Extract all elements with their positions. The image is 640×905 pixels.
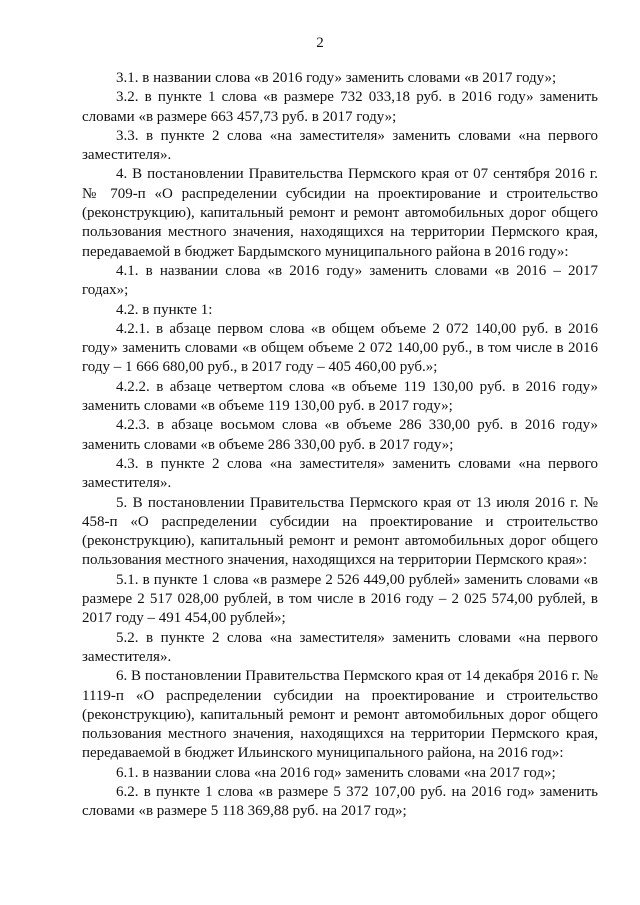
paragraph-3-3: 3.3. в пункте 2 слова «на заместителя» заменить словами «на первого заместителя». [82,127,598,164]
paragraph-5-1: 5.1. в пункте 1 слова «в размере 2 526 449,00 рублей» заменить словами «в размере 2 517 028,00 рублей, в том числе в 2016 году – 2 025 574,00 рублей, в 2017 году – 491 454,00 рублей»; [82,571,598,627]
paragraph-3-1: 3.1. в названии слова «в 2016 году» заменить словами «в 2017 году»; [116,70,557,86]
paragraph-4-2-1: 4.2.1. в абзаце первом слова «в общем объеме 2 072 140,00 руб. в 2016 году» заменить словами «в общем объеме 2 072 140,00 руб., в том числе в 2016 году – 1 666 680,00 руб., в 2017 году – 405 460,00 руб.»; [82,320,598,376]
paragraph-4-2-3: 4.2.3. в абзаце восьмом слова «в объеме 286 330,00 руб. в 2016 году» заменить словами «в объеме 286 330,00 руб. в 2017 году»; [82,417,598,453]
paragraph-4: 4. В постановлении Правительства Пермского края от 07 сентября 2016 г. № 709-п «О распределении субсидии на проектирование и строительство (реконструкцию), капитальный ремонт и ремонт автомобильных дорог общего пользования местного значения, находящихся на территории Пермского края, передаваемой в бюджет Бардымского муниципального района в 2016 году»: [82,166,598,260]
paragraph-6-2: 6.2. в пункте 1 слова «в размере 5 372 107,00 руб. на 2016 год» заменить словами «в размере 5 118 369,88 руб. на 2017 год»; [82,783,598,820]
paragraph-6: 6. В постановлении Правительства Пермского края от 14 декабря 2016 г. № 1119-п «О распределении субсидии на проектирование и строительство (реконструкцию), капитальный ремонт и ремонт автомобильных дорог общего пользования местного значения, находящихся на территории Пермского края, передаваемой в бюджет Ильинского муниципального района, на 2016 год»: [82,668,598,762]
paragraph-4-1: 4.1. в названии слова «в 2016 году» заменить словами «в 2016 – 2017 годах»; [82,262,598,299]
paragraph-5-2: 5.2. в пункте 2 слова «на заместителя» заменить словами «на первого заместителя». [82,629,598,665]
paragraph-4-2-2: 4.2.2. в абзаце четвертом слова «в объеме 119 130,00 руб. в 2016 году» заменить словами «в объеме 119 130,00 руб. в 2017 году»; [82,378,598,415]
paragraph-4-3: 4.3. в пункте 2 слова «на заместителя» заменить словами «на первого заместителя». [82,455,598,492]
document-body [82,69,598,822]
page-number: 2 [316,35,324,51]
paragraph-6-1: 6.1. в названии слова «на 2016 год» заменить словами «на 2017 год»; [116,764,556,781]
paragraph-4-2: 4.2. в пункте 1: [116,301,213,318]
paragraph-5: 5. В постановлении Правительства Пермского края от 13 июля 2016 г. № 458-п «О распределении субсидии на проектирование и строительство (реконструкцию), капитальный ремонт и ремонт автомобильных дорог общего пользования местного значения, находящихся на территории Пермского края»: [82,494,598,569]
paragraph-3-2: 3.2. в пункте 1 слова «в размере 732 033,18 руб. в 2016 году» заменить словами «в размере 663 457,73 руб. в 2017 году»; [82,89,598,125]
